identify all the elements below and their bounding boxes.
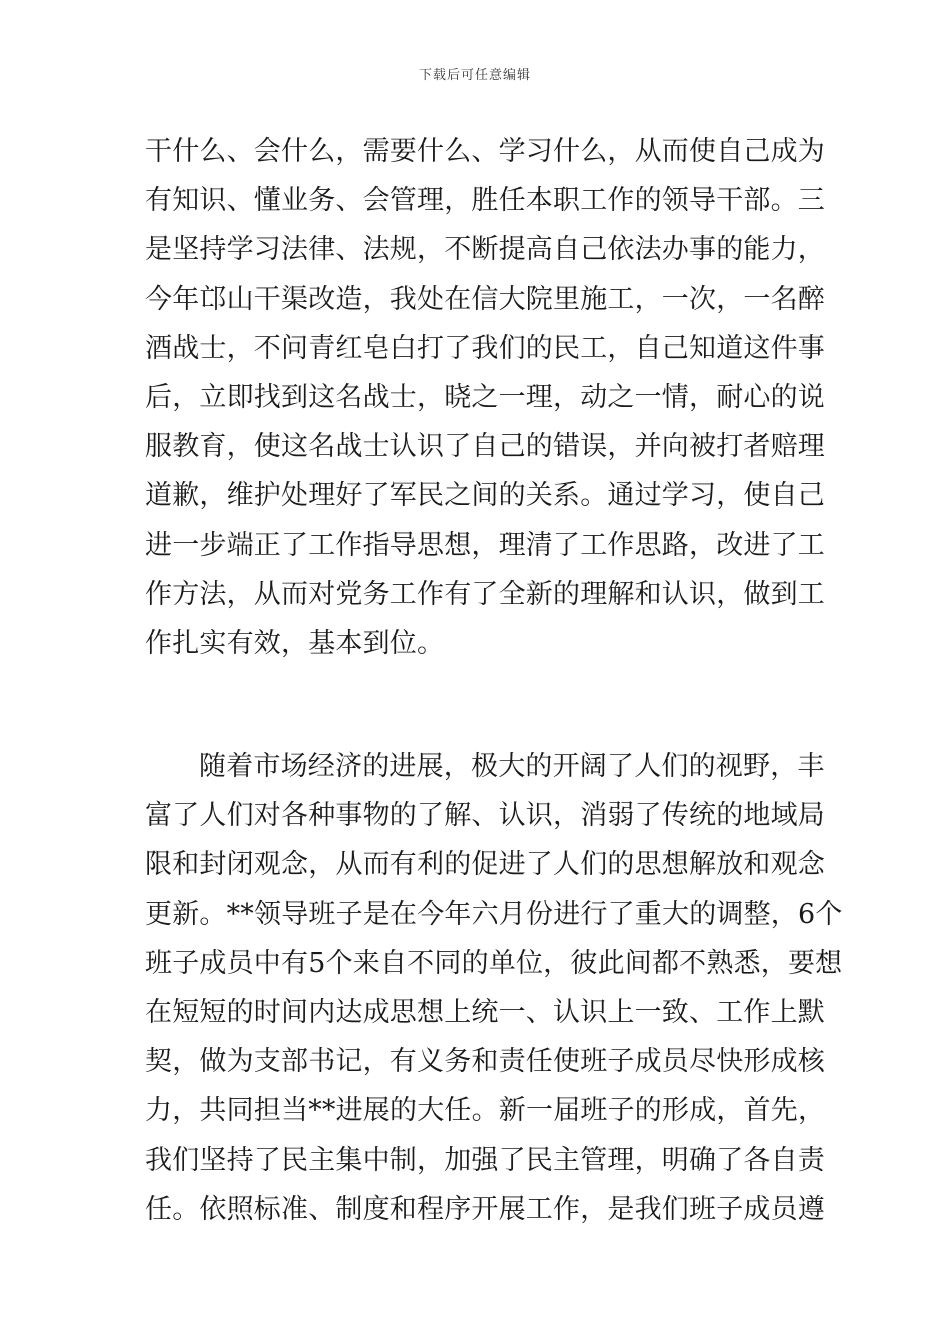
text-line: 更新。**领导班子是在今年六月份进行了重大的调整，6个 (145, 898, 843, 930)
paragraph-1 (145, 127, 825, 668)
text-line: 是坚持学习法律、法规，不断提高自己依法办事的能力， (145, 234, 825, 266)
paragraph-spacer (145, 668, 810, 742)
paragraph-2 (145, 742, 843, 1234)
text-line: 富了人们对各种事物的了解、认识，消弱了传统的地域局 (145, 800, 825, 832)
text-line: 限和封闭观念，从而有利的促进了人们的思想解放和观念 (145, 849, 825, 881)
text-line: 进一步端正了工作指导思想，理清了工作思路，改进了工 (145, 529, 825, 561)
text-line-first: 随着市场经济的进展，极大的开阔了人们的视野，丰 (199, 751, 825, 783)
text-line: 作方法，从而对党务工作有了全新的理解和认识，做到工 (145, 578, 825, 610)
text-line: 后，立即找到这名战士，晓之一理，动之一情，耐心的说 (145, 381, 825, 413)
text-line: 酒战士，不问青红皂白打了我们的民工，自己知道这件事 (145, 332, 825, 364)
text-line: 我们坚持了民主集中制，加强了民主管理，明确了各自责 (145, 1144, 825, 1176)
text-line: 班子成员中有5个来自不同的单位，彼此间都不熟悉，要想 (145, 947, 843, 979)
text-line: 在短短的时间内达成思想上统一、认识上一致、工作上默 (145, 997, 825, 1028)
text-line: 今年邙山干渠改造，我处在信大院里施工，一次，一名醉 (145, 283, 825, 315)
text-line: 契，做为支部书记，有义务和责任使班子成员尽快形成核 (145, 1046, 825, 1078)
text-line: 力，共同担当**进展的大任。新一届班子的形成，首先， (145, 1095, 826, 1127)
document-body (145, 127, 843, 1234)
text-line: 道歉，维护处理好了军民之间的关系。通过学习，使自己 (145, 480, 825, 512)
text-line: 任。依照标准、制度和程序开展工作，是我们班子成员遵 (145, 1193, 825, 1225)
text-line: 干什么、会什么，需要什么、学习什么，从而使自己成为 (145, 136, 825, 167)
text-line: 作扎实有效，基本到位。 (145, 627, 445, 659)
page-header-note: 下载后可任意编辑 (418, 68, 531, 83)
text-line: 有知识、懂业务、会管理，胜任本职工作的领导干部。三 (145, 185, 825, 217)
text-line: 服教育，使这名战士认识了自己的错误，并向被打者赔理 (145, 431, 825, 463)
